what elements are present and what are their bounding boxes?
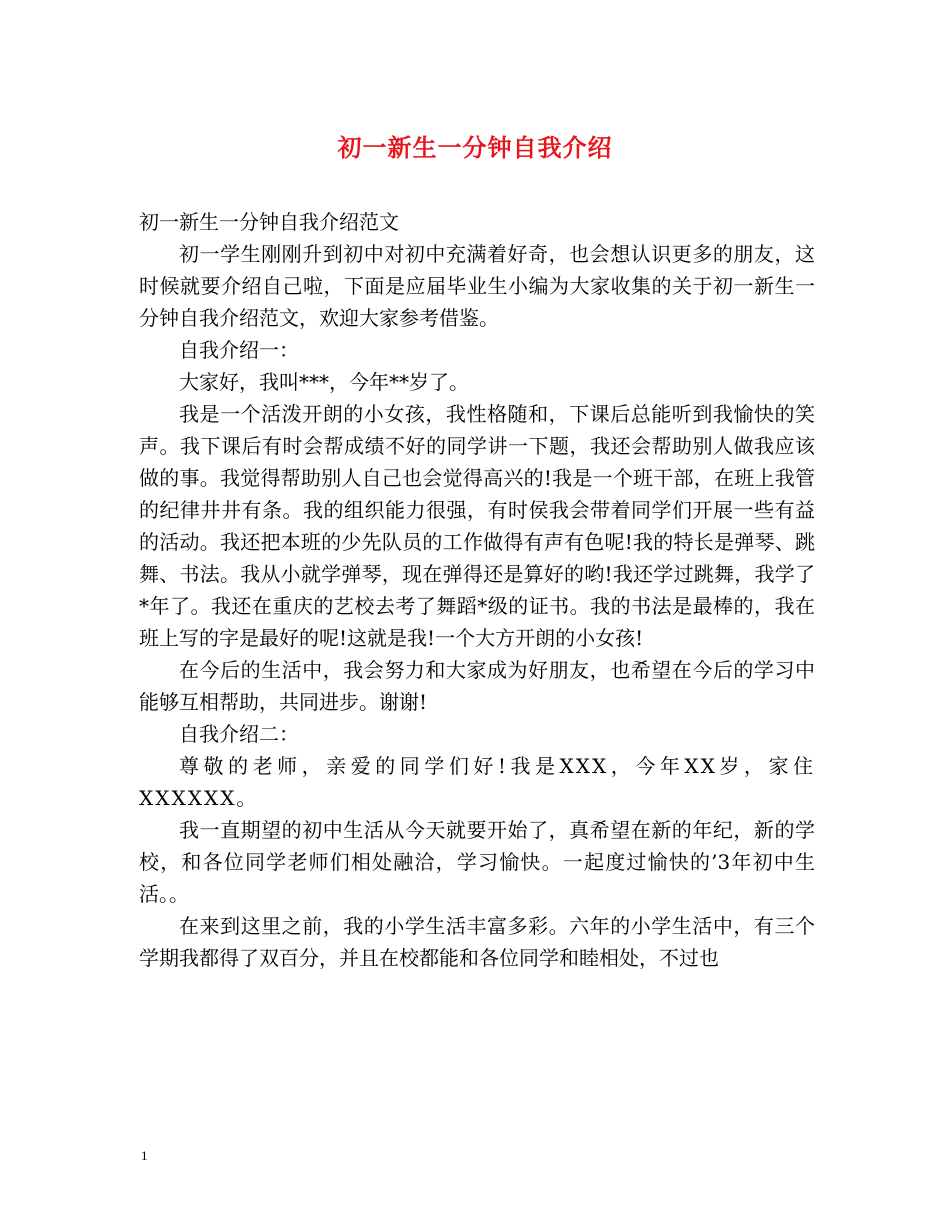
body-paragraph: 我一直期望的初中生活从今天就要开始了，真希望在新的年纪，新的学校，和各位同学老师们相处融洽，学习愉快。一起度过愉快的’3年初中生活。。 [139,818,815,906]
intro-paragraph: 初一学生刚刚升到初中对初中充满着好奇，也会想认识更多的朋友，这时候就要介绍自己啦，下面是应届毕业生小编为大家收集的关于初一新生一分钟自我介绍范文，欢迎大家参考借鉴。 [139,242,815,330]
document-body [139,206,815,974]
body-paragraph: 尊敬的老师，亲爱的同学们好!我是XXX，今年XX岁，家住XXXXXX。 [139,754,815,810]
page-number: 1 [141,1148,148,1163]
document-title: 初一新生一分钟自我介绍 [337,133,613,162]
body-paragraph: 在来到这里之前，我的小学生活丰富多彩。六年的小学生活中，有三个学期我都得了双百分，并且在校都能和各位同学和睦相处，不过也 [139,914,815,970]
subtitle-paragraph: 初一新生一分钟自我介绍范文 [139,210,399,234]
section-heading-one: 自我介绍一： [179,338,299,362]
body-paragraph: 我是一个活泼开朗的小女孩，我性格随和，下课后总能听到我愉快的笑声。我下课后有时会帮成绩不好的同学讲一下题，我还会帮助别人做我应该做的事。我觉得帮助别人自己也会觉得高兴的!我是一个班干部，在班上我管的纪律井井有条。我的组织能力很强，有时侯我会带着同学们开展一些有益的活动。我还把本班的少先队员的工作做得有声有色呢!我的特长是弹琴、跳舞、书法。我从小就学弹琴，现在弹得还是算好的哟!我还学过跳舞，我学了*年了。我还在重庆的艺校去考了舞蹈*级的证书。我的书法是最棒的，我在班上写的字是最好的呢!这就是我!一个大方开朗的小女孩! [139,402,815,650]
body-paragraph: 在今后的生活中，我会努力和大家成为好朋友，也希望在今后的学习中能够互相帮助，共同进步。谢谢! [139,658,815,714]
greeting-paragraph: 大家好，我叫***，今年**岁了。 [179,370,469,394]
section-heading-two: 自我介绍二： [179,722,299,746]
